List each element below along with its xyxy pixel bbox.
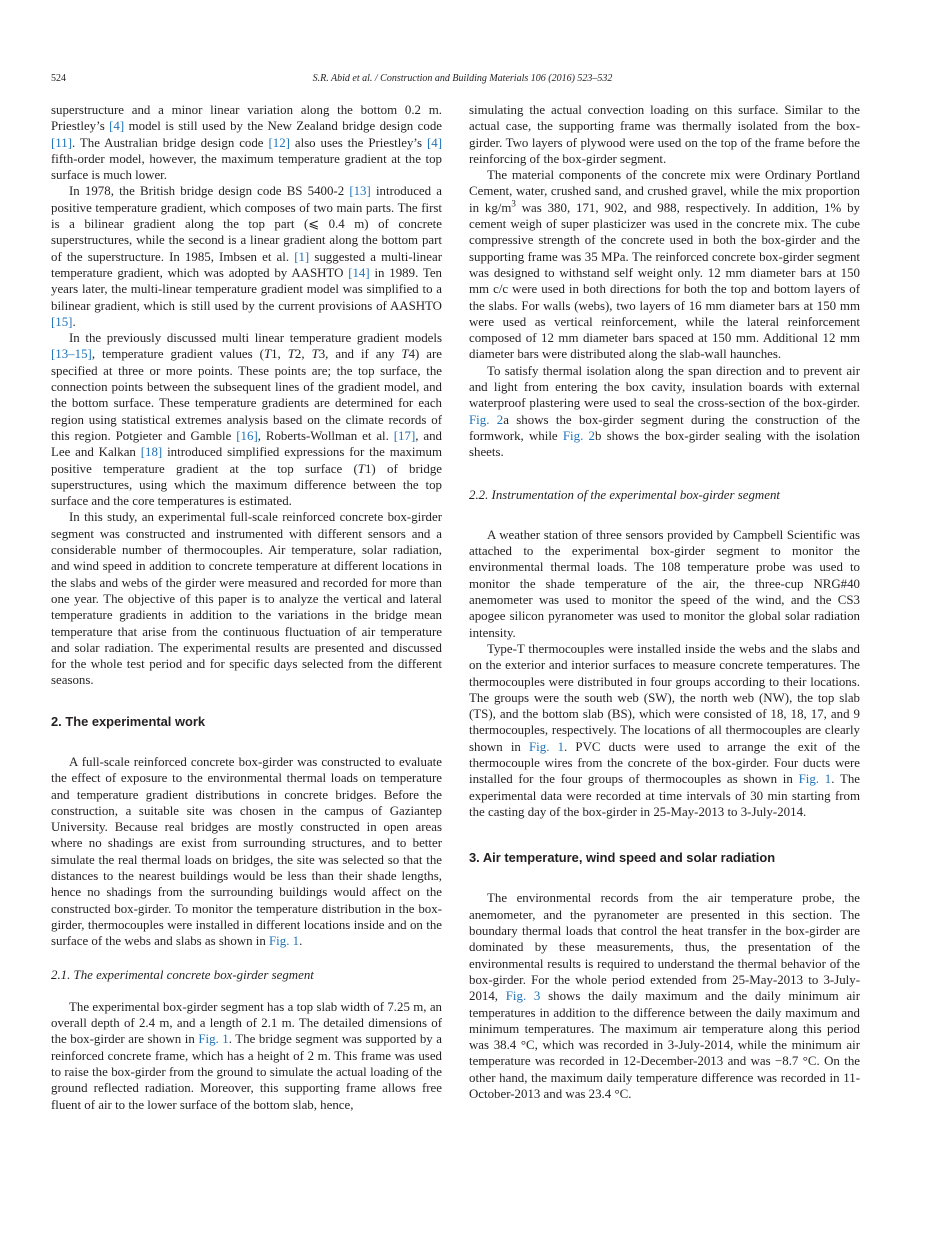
italic-text: T	[287, 347, 295, 362]
text-run: In this study, an experimental full-scale reinforced concrete box-girder segment was constructed and instrumented with different sensors and a considerable number of thermocouples. Air temperature, solar radiation, and wind speed in addition to concrete temperature at different locations in the slabs and webs of the girder were measured and recorded for more than one year. The objective of this paper is to analyze the vertical and lateral temperature gradients in addition to the variations in the bridge mean temperature that arise from the continuous fluctuation of air temperature and solar radiation. The experimental results are presented and discussed for the whole test period and for specific days selected from the different seasons.	[51, 510, 442, 688]
citation-link[interactable]: [13–15]	[51, 347, 92, 362]
text-run: The environmental records from the air temperature probe, the anemometer, and the pyranometer are presented in this section. The boundary thermal loads that control the heat transfer in the box-girder are dominated by these measurements, thus, the presentation of the environmental results is required to understand the thermal behavior of the box-girder. For the whole period extended from 25-May-2013 to 3-July-2014,	[469, 891, 860, 1004]
citation-link[interactable]: [14]	[348, 265, 370, 280]
section-heading: 3. Air temperature, wind speed and solar radiation	[469, 850, 776, 866]
paragraph	[469, 527, 860, 641]
paragraph	[51, 754, 442, 950]
paragraph	[51, 102, 442, 183]
text-run: was 380, 171, 902, and 988, respectively. In addition, 1% by cement weigh of super plasticizer was used in the concrete mix. The cube compressive strength of the concrete used in both the box-girder and the supporting frame was 35 MPa. The reinforced concrete box-girder segment was designed to withstand self weight only. 12 mm diameter bars at 150 mm c/c were used in both directions for both the top and bottom layers of the slabs. For walls (webs), two layers of 16 mm diameter bars at 150 mm were used as vertical reinforcement, while the lateral reinforcement composed of 12 mm diameter bars spaced at 150 mm. Additional 12 mm diameter bars were distributed along the slab-wall haunches.	[469, 200, 860, 362]
text-run: . PVC ducts were used to arrange the exit of the thermocouple wires from the concrete of the box-girder. Four ducts were installed for the four groups of thermocouples as shown in	[469, 739, 860, 787]
page-number: 524	[51, 73, 66, 84]
text-run: 1,	[271, 347, 288, 362]
text-run: In the previously discussed multi linear temperature gradient models	[69, 331, 442, 346]
text-run: in 1989. Ten years later, the multi-linear temperature gradient model was simplified to a bilinear gradient, which is still used by the current provisions of AASHTO	[51, 265, 443, 313]
right-column	[469, 102, 860, 1102]
subsection-heading: 2.1. The experimental concrete box-girder segment	[51, 967, 314, 982]
citation-link[interactable]: Fig. 1	[269, 934, 300, 949]
citation-link[interactable]: [4]	[109, 119, 125, 134]
text-run: Type-T thermocouples were installed inside the webs and the slabs and on the exterior and interior surfaces to measure concrete temperatures. The thermocouples were distributed in four groups according to their locations. The groups were the south web (SW), the north web (NW), the top slab (TS), and the bottom slab (BS), which were consisted of 18, 18, 17, and 9 thermocouples, respectively. The locations of all thermocouples are clearly shown in	[469, 641, 860, 754]
text-run: 4) are specified at three or more points. These points are; the top surface, the connection points between the subsequent lines of the gradient model, and the bottom surface. These temperature gradients are determined for each region using statistical extremes analysis based on the climate records of this region. Potgieter and Gamble	[51, 347, 443, 443]
citation-link[interactable]: [1]	[294, 249, 310, 264]
text-run: The material components of the concrete mix were Ordinary Portland Cement, water, crushed sand, and crushed gravel, while the mix proportion in kg/m	[469, 168, 860, 215]
section-heading: 2. The experimental work	[51, 713, 206, 729]
text-run: The experimental box-girder segment has a top slab width of 7.25 m, an overall depth of 2.4 m, and a length of 2.1 m. The detailed dimensions of the box-girder are shown in	[51, 999, 442, 1047]
text-run: suggested a multi-linear temperature gradient, which was adopted by AASHTO	[51, 249, 442, 280]
text-run: , and Lee and Kalkan	[51, 428, 442, 460]
text-run: 1) of bridge superstructures, using which the maximum difference between the top surface and the core temperatures is estimated.	[51, 461, 442, 509]
paragraph	[51, 509, 442, 688]
text-run: To satisfy thermal isolation along the span direction and to prevent air and light from entering the box cavity, insulation boards with external waterproof plastering were used to seal the cross-section of the box-girder.	[469, 363, 860, 411]
text-run: introduced a positive temperature gradient, which composes of two main parts. The first is a bilinear gradient along the top part (⩽ 0.4 m) of concrete superstructures, while the second is a linear gradient along the bottom part of the superstructure. In 1985, Imbsen et al.	[51, 184, 442, 264]
citation-link[interactable]: [17]	[393, 428, 416, 443]
citation-link[interactable]: Fig. 2	[562, 428, 595, 443]
citation-link[interactable]: [12]	[268, 135, 290, 150]
citation-link[interactable]: [18]	[140, 445, 163, 460]
text-run: b shows the box-girder sealing with the isolation sheets.	[469, 428, 860, 460]
paragraph	[469, 102, 860, 167]
text-run: 2,	[294, 347, 312, 362]
citation-link[interactable]: [16]	[236, 428, 258, 443]
text-run: simulating the actual convection loading on this surface. Similar to the actual case, the supporting frame was thermally isolated from the box-girder. Two layers of plywood were used on the top of the frame before the reinforcing of the box-girder segment.	[469, 103, 860, 166]
running-head: S.R. Abid et al. / Construction and Building Materials 106 (2016) 523–532	[312, 73, 613, 84]
citation-link[interactable]: Fig. 2	[469, 412, 504, 427]
italic-text: T	[263, 347, 272, 362]
text-run: shows the daily maximum and the daily minimum air temperatures in addition to the difference between the daily maximum and minimum temperatures. The maximum air temperature along this period was 38.4 °C, which was recorded in 3-July-2014, while the minimum air temperature was recorded in 12-December-2013 and was −8.7 °C. On the other hand, the maximum daily temperature difference was recorded in 11-October-2013 and was 23.4 °C.	[469, 989, 861, 1102]
text-run: A full-scale reinforced concrete box-girder was constructed to evaluate the effect of exposure to the environmental thermal loads on temperature and temperature gradient distributions in concrete bridges. Before the construction, a suitable site was chosen in the campus of Gaziantep University. Because real bridges are mostly constructed in open areas where no shadings are exist from surrounding structures, and to better simulate the real thermal loads on bridges, the site was selected so that the distances to the nearest buildings would be less than their shade lengths, hence no shadings from the surrounding buildings would affect on the constructed box-girder. To monitor the temperature distribution in the box-girder, thermocouples were installed in different locations inside and on the surface of the webs and slabs as shown in	[51, 754, 442, 949]
paragraph	[469, 363, 860, 461]
citation-link[interactable]: Fig. 1	[198, 1032, 229, 1047]
text-run: model is still used by the New Zealand bridge design code	[124, 119, 442, 134]
text-run: . The Australian bridge design code	[72, 135, 269, 150]
paragraph	[469, 641, 860, 820]
text-run: . The experimental data were recorded at time intervals of 30 min starting from the casting day of the box-girder in 25-May-2013 to 3-July-2014.	[469, 772, 860, 819]
text-run: 3, and if any	[318, 347, 402, 362]
text-run: .	[72, 314, 76, 329]
text-run: fifth-order model, however, the maximum temperature gradient at the top surface is much lower.	[51, 151, 442, 183]
italic-text: T	[401, 347, 409, 362]
paragraph	[469, 167, 860, 363]
superscript: 3	[511, 198, 516, 209]
text-run: , temperature gradient values (	[91, 347, 264, 362]
citation-link[interactable]: Fig. 1	[798, 772, 832, 787]
text-run: , Roberts-Wollman et al.	[257, 428, 394, 443]
citation-link[interactable]: Fig. 1	[529, 739, 565, 754]
text-run: introduced simplified expressions for the maximum positive temperature gradient at the top surface (	[51, 445, 443, 476]
text-run: . The bridge segment was supported by a reinforced concrete frame, which has a height of 2 m. This frame was used to raise the box-girder from the ground to simulate the actual loading of the ground reflected radiation. Moreover, this supporting frame allows free fluent of air to the lower surface of the bottom slab, hence,	[51, 1032, 442, 1112]
citation-link[interactable]: [13]	[349, 184, 371, 199]
citation-link[interactable]: [11]	[51, 135, 72, 150]
paragraph	[51, 330, 442, 509]
left-column	[51, 102, 442, 1113]
italic-text: T	[311, 347, 319, 362]
subsection-heading: 2.2. Instrumentation of the experimental box-girder segment	[469, 487, 780, 502]
italic-text: T	[357, 461, 365, 476]
text-run: superstructure and a minor linear variation along the bottom 0.2 m. Priestley’s	[51, 103, 442, 134]
citation-link[interactable]: [4]	[426, 135, 442, 150]
text-run: also uses the Priestley’s	[289, 135, 427, 150]
paragraph	[469, 890, 860, 1102]
text-run: In 1978, the British bridge design code BS 5400-2	[69, 184, 350, 199]
paragraph	[51, 183, 442, 330]
citation-link[interactable]: Fig. 3	[505, 989, 541, 1004]
text-run: .	[299, 934, 303, 949]
paragraph	[51, 999, 442, 1113]
text-run: a shows the box-girder segment during the construction of the formwork, while	[469, 412, 861, 443]
citation-link[interactable]: [15]	[51, 314, 73, 329]
text-run: A weather station of three sensors provided by Campbell Scientific was attached to the experimental box-girder segment to monitor the environmental thermal loads. The 108 temperature probe was used to monitor the shade temperature of the air, the three-cup NRG#40 anemometer was used to monitor the speed of the wind, and the CS3 apogee silicon pyranometer was used to monitor the global solar radiation intensity.	[469, 527, 860, 640]
